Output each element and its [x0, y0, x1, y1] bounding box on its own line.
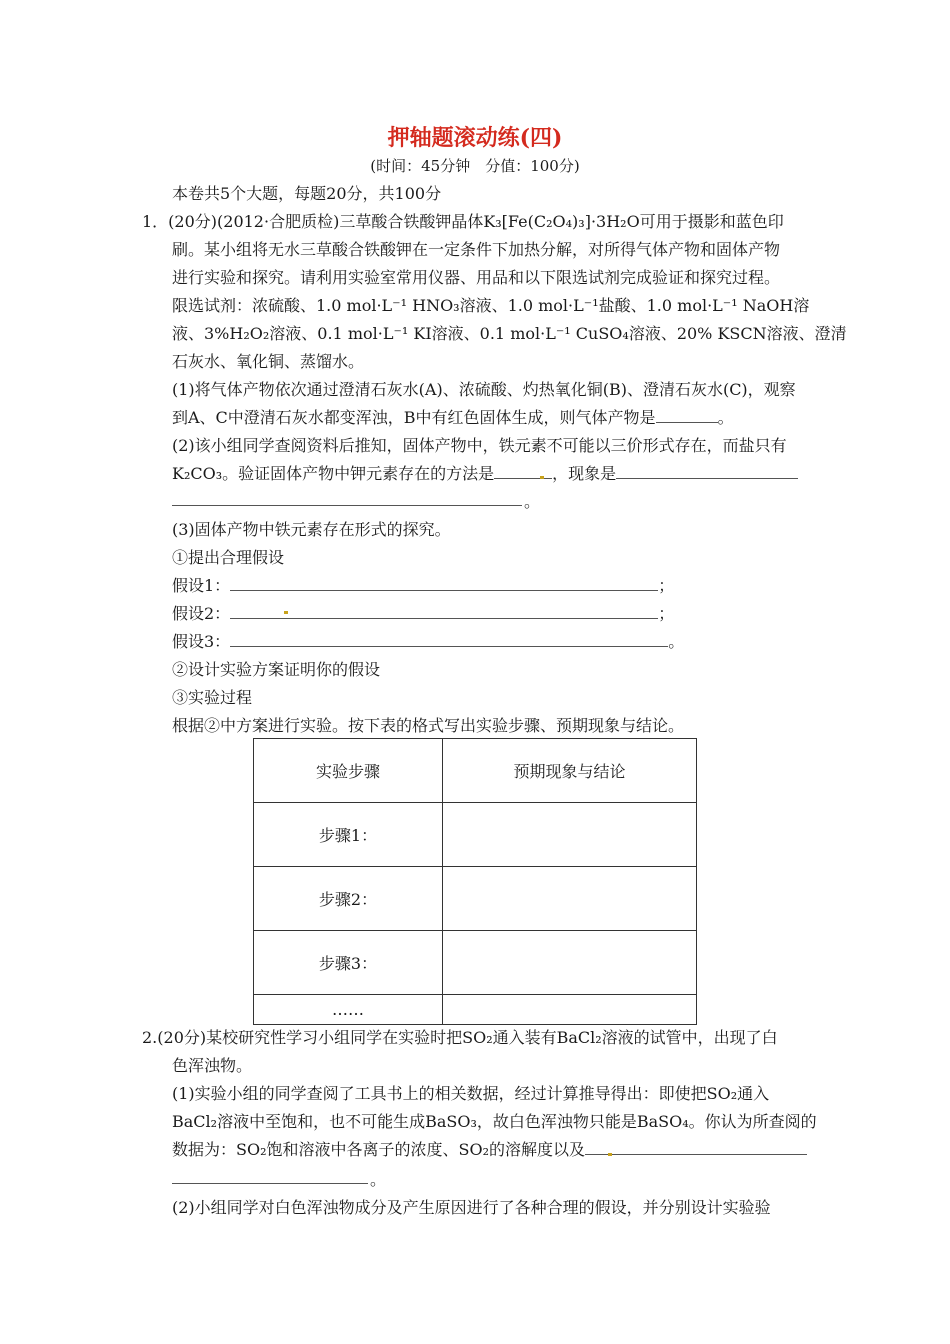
answer-blank-data[interactable] [585, 1140, 807, 1155]
hypothesis-3-blank[interactable] [230, 632, 668, 647]
page-title: 押轴题滚动练(四) [387, 125, 563, 151]
header-steps: 实验步骤 [254, 739, 443, 803]
table-header-row [254, 739, 697, 803]
table-row [254, 803, 697, 867]
step-cell: 步骤3： [254, 931, 443, 995]
step-process: ③实验过程 [172, 688, 253, 707]
result-cell[interactable] [443, 931, 697, 995]
step-propose: ①提出合理假设 [172, 548, 285, 567]
answer-blank-gas[interactable] [656, 408, 718, 423]
scan-mark [284, 611, 288, 614]
q1-line-1: 1．(20分)(2012·合肥质检)三草酸合铁酸钾晶体K₃[Fe(C₂O₄)₃]·3H₂O可用于摄影和蓝色印 [142, 212, 784, 231]
q1-part2-line-1: (2)该小组同学查阅资料后推知，固体产物中，铁元素不可能以三价形式存在，而盐只有 [172, 436, 787, 455]
result-cell[interactable] [443, 995, 697, 1025]
answer-line-phenomenon-cont[interactable] [172, 504, 522, 506]
q1-line-4: 限选试剂：浓硫酸、1.0 mol·L⁻¹ HNO₃溶液、1.0 mol·L⁻¹盐酸、1.0 mol·L⁻¹ NaOH溶 [172, 296, 810, 315]
exam-info: (时间：45分钟 分值：100分) [370, 157, 580, 175]
hypothesis-2-blank[interactable] [230, 604, 658, 619]
q1-part2-line-2: K₂CO₃。验证固体产物中钾元素存在的方法是 ，现象是 [172, 464, 798, 484]
q1-line-5: 液、3%H₂O₂溶液、0.1 mol·L⁻¹ KI溶液、0.1 mol·L⁻¹ CuSO₄溶液、20% KSCN溶液、澄清 [172, 324, 847, 343]
step-cell: 步骤1： [254, 803, 443, 867]
q1-line-2: 刷。某小组将无水三草酸合铁酸钾在一定条件下加热分解，对所得气体产物和固体产物 [172, 240, 781, 259]
hypothesis-1: 假设1： ； [172, 576, 675, 595]
q1-part1-line-1: (1)将气体产物依次通过澄清石灰水(A)、浓硫酸、灼热氧化铜(B)、澄清石灰水(C)，观察 [172, 380, 796, 399]
table-instruction: 根据②中方案进行实验。按下表的格式写出实验步骤、预期现象与结论。 [172, 716, 685, 735]
experiment-table [253, 738, 697, 1025]
period: 。 [370, 1170, 387, 1189]
q2-line-2: 色浑浊物。 [172, 1056, 253, 1075]
table-row [254, 931, 697, 995]
answer-blank-phenomenon[interactable] [616, 464, 798, 479]
header-results: 预期现象与结论 [443, 739, 697, 803]
q1-line-6: 石灰水、氧化铜、蒸馏水。 [172, 352, 365, 371]
table-row [254, 867, 697, 931]
hypothesis-3: 假设3： 。 [172, 632, 685, 651]
q2-part1-line-2: BaCl₂溶液中至饱和，也不可能生成BaSO₃，故白色浑浊物只能是BaSO₄。你认为所查阅的 [172, 1112, 817, 1131]
hypothesis-2: 假设2： ； [172, 604, 675, 623]
q2-line-1: 2.(20分)某校研究性学习小组同学在实验时把SO₂通入装有BaCl₂溶液的试管中，出现了白 [142, 1028, 778, 1047]
step-cell: 步骤2： [254, 867, 443, 931]
result-cell[interactable] [443, 803, 697, 867]
scan-mark [608, 1153, 612, 1156]
result-cell[interactable] [443, 867, 697, 931]
answer-line-data-cont[interactable] [172, 1182, 368, 1184]
q1-part3-heading: (3)固体产物中铁元素存在形式的探究。 [172, 520, 451, 539]
table-row [254, 995, 697, 1025]
q2-part2-line-1: (2)小组同学对白色浑浊物成分及产生原因进行了各种合理的假设，并分别设计实验验 [172, 1198, 771, 1217]
q1-line-3: 进行实验和探究。请利用实验室常用仪器、用品和以下限选试剂完成验证和探究过程。 [172, 268, 781, 287]
period: 。 [524, 492, 541, 511]
scan-mark [540, 476, 544, 479]
q1-part1-line-2: 到A、C中澄清石灰水都变浑浊，B中有红色固体生成，则气体产物是 。 [172, 408, 734, 427]
q2-part1-line-1: (1)实验小组的同学查阅了工具书上的相关数据，经过计算推导得出：即使把SO₂通入 [172, 1084, 770, 1103]
q2-part1-line-3: 数据为：SO₂饱和溶液中各离子的浓度、SO₂的溶解度以及 [172, 1140, 807, 1160]
step-cell: …… [254, 995, 443, 1025]
exam-intro: 本卷共5个大题，每题20分，共100分 [172, 184, 442, 203]
step-design: ②设计实验方案证明你的假设 [172, 660, 381, 679]
hypothesis-1-blank[interactable] [230, 576, 658, 591]
